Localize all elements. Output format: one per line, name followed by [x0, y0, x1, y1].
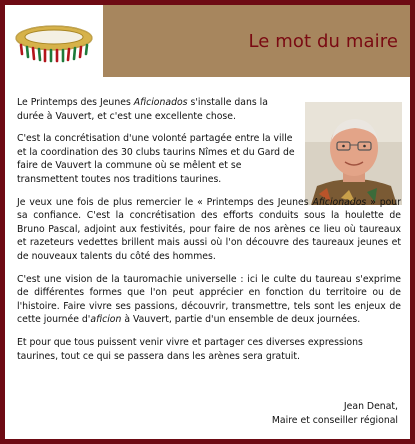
- paragraph-3: Je veux une fois de plus remercier le « Printemps des Jeunes Aficionados » pour sa confiance. C'est la concrétisation des efforts conduits sous la houlette de Bruno Pascal, adjoint aux festivités, pour faire de nos arènes ce lieu où taureaux et razeteurs vedettes brillent mais aussi où l'on découvre des taureaux jeunes et de nouveaux talents du côté des hommes.: [17, 196, 401, 262]
- paragraph-4: C'est une vision de la tauromachie universelle : ici le culte du taureau s'exprime de différentes formes que l'on peut apprécier en fonction du territoire ou de l'histoire. Faire vivre ses passions, découvrir, transmettre, tels sont les enjeux de cette journée d'aficion à Vauvert, partie d'un ensemble de deux journées.: [17, 273, 401, 326]
- article-body: [17, 96, 401, 372]
- aficionados-italic: Aficionados: [133, 97, 188, 108]
- logo-panel: [5, 5, 103, 77]
- signature-name: Jean Denat,: [343, 401, 398, 412]
- signature: [272, 400, 398, 427]
- ring-emblem-icon: [5, 5, 103, 77]
- header: [5, 5, 410, 77]
- page-title: Le mot du maire: [248, 31, 398, 52]
- paragraph-2: C'est la concrétisation d'une volonté partagée entre la ville et la coordination des 30 clubs taurins Nîmes et du Gard de faire de Vauvert la commune où se mêlent et se transmettent toutes nos traditions taurines.: [17, 133, 295, 185]
- page-frame: [5, 5, 410, 439]
- title-panel: [103, 5, 410, 77]
- aficion-italic: aficion: [90, 314, 122, 326]
- signature-role: Maire et conseiller régional: [271, 414, 398, 426]
- paragraph-1: Le Printemps des Jeunes Aficionados s'installe dans la durée à Vauvert, et c'est une excellente chose.: [17, 97, 268, 122]
- paragraph-5: Et pour que tous puissent venir vivre et partager ces diverses expressions taurines, tout ce qui se passera dans les arènes sera gratuit.: [17, 336, 363, 362]
- aficionados-italic: Aficionados: [312, 196, 367, 208]
